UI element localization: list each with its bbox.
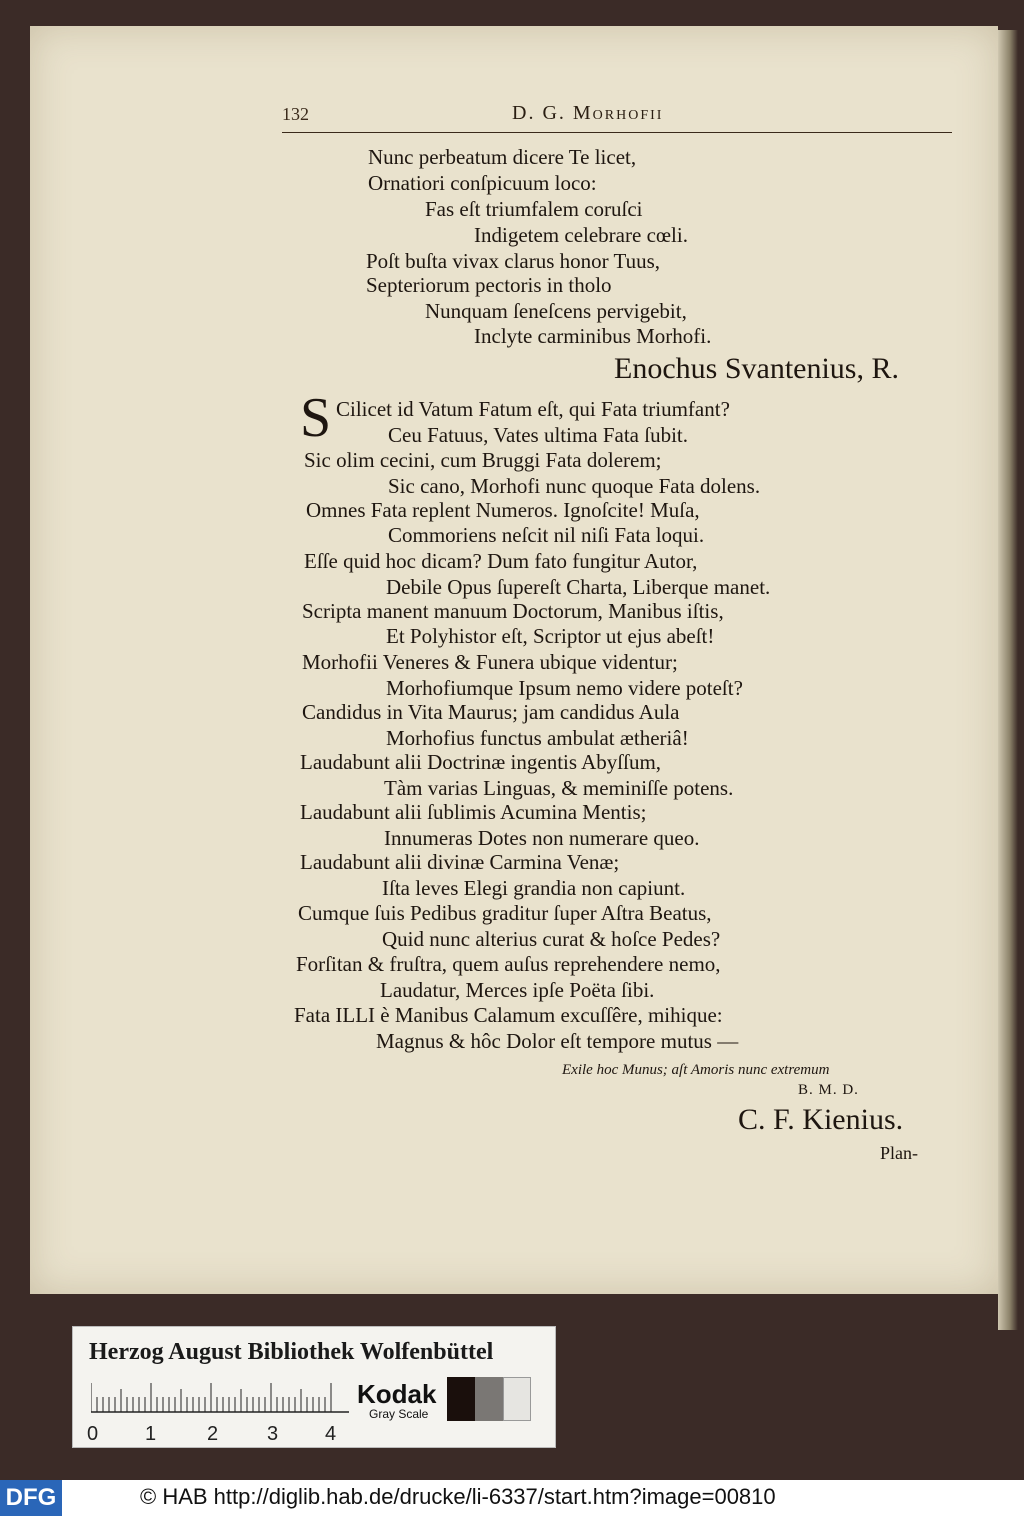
poem2-line: Forſitan & fruſtra, quem auſus reprehendere nemo,	[296, 952, 721, 976]
poem2-line: Magnus & hôc Dolor eſt tempore mutus —	[376, 1029, 739, 1053]
library-name: Herzog August Bibliothek Wolfenbüttel	[89, 1339, 494, 1365]
poem2-line: Ceu Fatuus, Vates ultima Fata ſubit.	[388, 423, 689, 447]
poem2-line: Morhofius functus ambulat ætheriâ!	[386, 726, 689, 750]
dedication-initials: B. M. D.	[798, 1082, 859, 1098]
gray-swatch-mid	[475, 1377, 503, 1421]
poem2-line: Et Polyhistor eſt, Scriptor ut ejus abeſt!	[386, 624, 715, 648]
dedication-line: Exile hoc Munus; aſt Amoris nunc extremum	[562, 1062, 830, 1078]
poem2-line: Sic olim cecini, cum Bruggi Fata dolerem;	[304, 448, 662, 472]
poem2-line: Omnes Fata replent Numeros. Ignoſcite! Muſa,	[306, 498, 700, 522]
color-target-card	[72, 1326, 556, 1448]
poem2-line: Debile Opus ſupereſt Charta, Liberque manet.	[386, 575, 771, 599]
poem1-line: Inclyte carminibus Morhofi.	[474, 324, 712, 348]
poem2-line: Morhofiumque Ipsum nemo videre poteſt?	[386, 676, 743, 700]
poem2-line: Fata ILLI è Manibus Calamum excuſſêre, mihique:	[294, 1003, 723, 1027]
poem2-line: Laudatur, Merces ipſe Poëta ſibi.	[380, 978, 655, 1002]
poem2-line: Eſſe quid hoc dicam? Dum fato fungitur Autor,	[304, 549, 698, 573]
poem2-line: Laudabunt alii divinæ Carmina Venæ;	[300, 850, 620, 874]
poem1-line: Poſt buſta vivax clarus honor Tuus,	[366, 249, 661, 273]
poem1-line: Ornatiori conſpicuum loco:	[368, 171, 597, 195]
header-rule	[282, 132, 952, 133]
catchword: Plan-	[880, 1143, 918, 1163]
poem2-line: Candidus in Vita Maurus; jam candidus Aula	[302, 700, 680, 724]
poem1-line: Indigetem celebrare cœli.	[474, 223, 688, 247]
ruler-label: 0	[87, 1423, 99, 1445]
gray-scale-label: Gray Scale	[369, 1407, 429, 1421]
ruler-label: 2	[207, 1423, 219, 1445]
poem2-line: Morhofii Veneres & Funera ubique videntur;	[302, 650, 678, 674]
poem2-line: Scripta manent manuum Doctorum, Manibus iſtis,	[302, 599, 724, 623]
gray-swatch-black	[447, 1377, 475, 1421]
kodak-logo: Kodak	[357, 1379, 437, 1409]
gray-swatch-white	[503, 1377, 531, 1421]
poem1-line: Fas eſt triumfalem coruſci	[425, 197, 643, 221]
running-head: D. G. Morhofii	[512, 102, 664, 124]
copyright-link[interactable]: © HAB http://diglib.hab.de/drucke/li-6337/start.htm?image=00810	[140, 1484, 776, 1509]
ruler-label: 1	[145, 1423, 157, 1445]
poem2-line: Tàm varias Linguas, & meminiſſe potens.	[384, 776, 734, 800]
poem2-line: Iſta leves Elegi grandia non capiunt.	[382, 876, 686, 900]
poem2-line: Commoriens neſcit nil niſi Fata loqui.	[388, 523, 705, 547]
poem2-line: Quid nunc alterius curat & hoſce Pedes?	[382, 927, 721, 951]
poem2-line: Sic cano, Morhofi nunc quoque Fata dolens.	[388, 474, 761, 498]
poem2-line: Laudabunt alii ſublimis Acumina Mentis;	[300, 800, 647, 824]
poem1-line: Nunc perbeatum dicere Te licet,	[368, 145, 637, 169]
poem1-line: Nunquam ſeneſcens pervigebit,	[425, 299, 687, 323]
dfg-logo: DFG	[0, 1480, 62, 1516]
poem2-line: Innumeras Dotes non numerare queo.	[384, 826, 700, 850]
drop-cap: S	[300, 387, 332, 449]
poem2-line: Cilicet id Vatum Fatum eſt, qui Fata triumfant?	[336, 397, 730, 421]
poem1-line: Septeriorum pectoris in tholo	[366, 273, 612, 297]
facing-page-edge	[998, 30, 1018, 1330]
page-header	[282, 104, 952, 144]
ruler-scale	[91, 1383, 349, 1413]
poem2-line: Cumque ſuis Pedibus graditur ſuper Aſtra Beatus,	[298, 901, 712, 925]
footer-bar	[0, 1480, 1024, 1516]
ruler-label: 4	[325, 1423, 337, 1445]
poem2-line: Laudabunt alii Doctrinæ ingentis Abyſſum,	[300, 750, 662, 774]
page-number: 132	[282, 104, 309, 124]
signature-svantenius: Enochus Svantenius, R.	[614, 352, 899, 385]
ruler-label: 3	[267, 1423, 279, 1445]
signature-kienius: C. F. Kienius.	[738, 1103, 904, 1136]
